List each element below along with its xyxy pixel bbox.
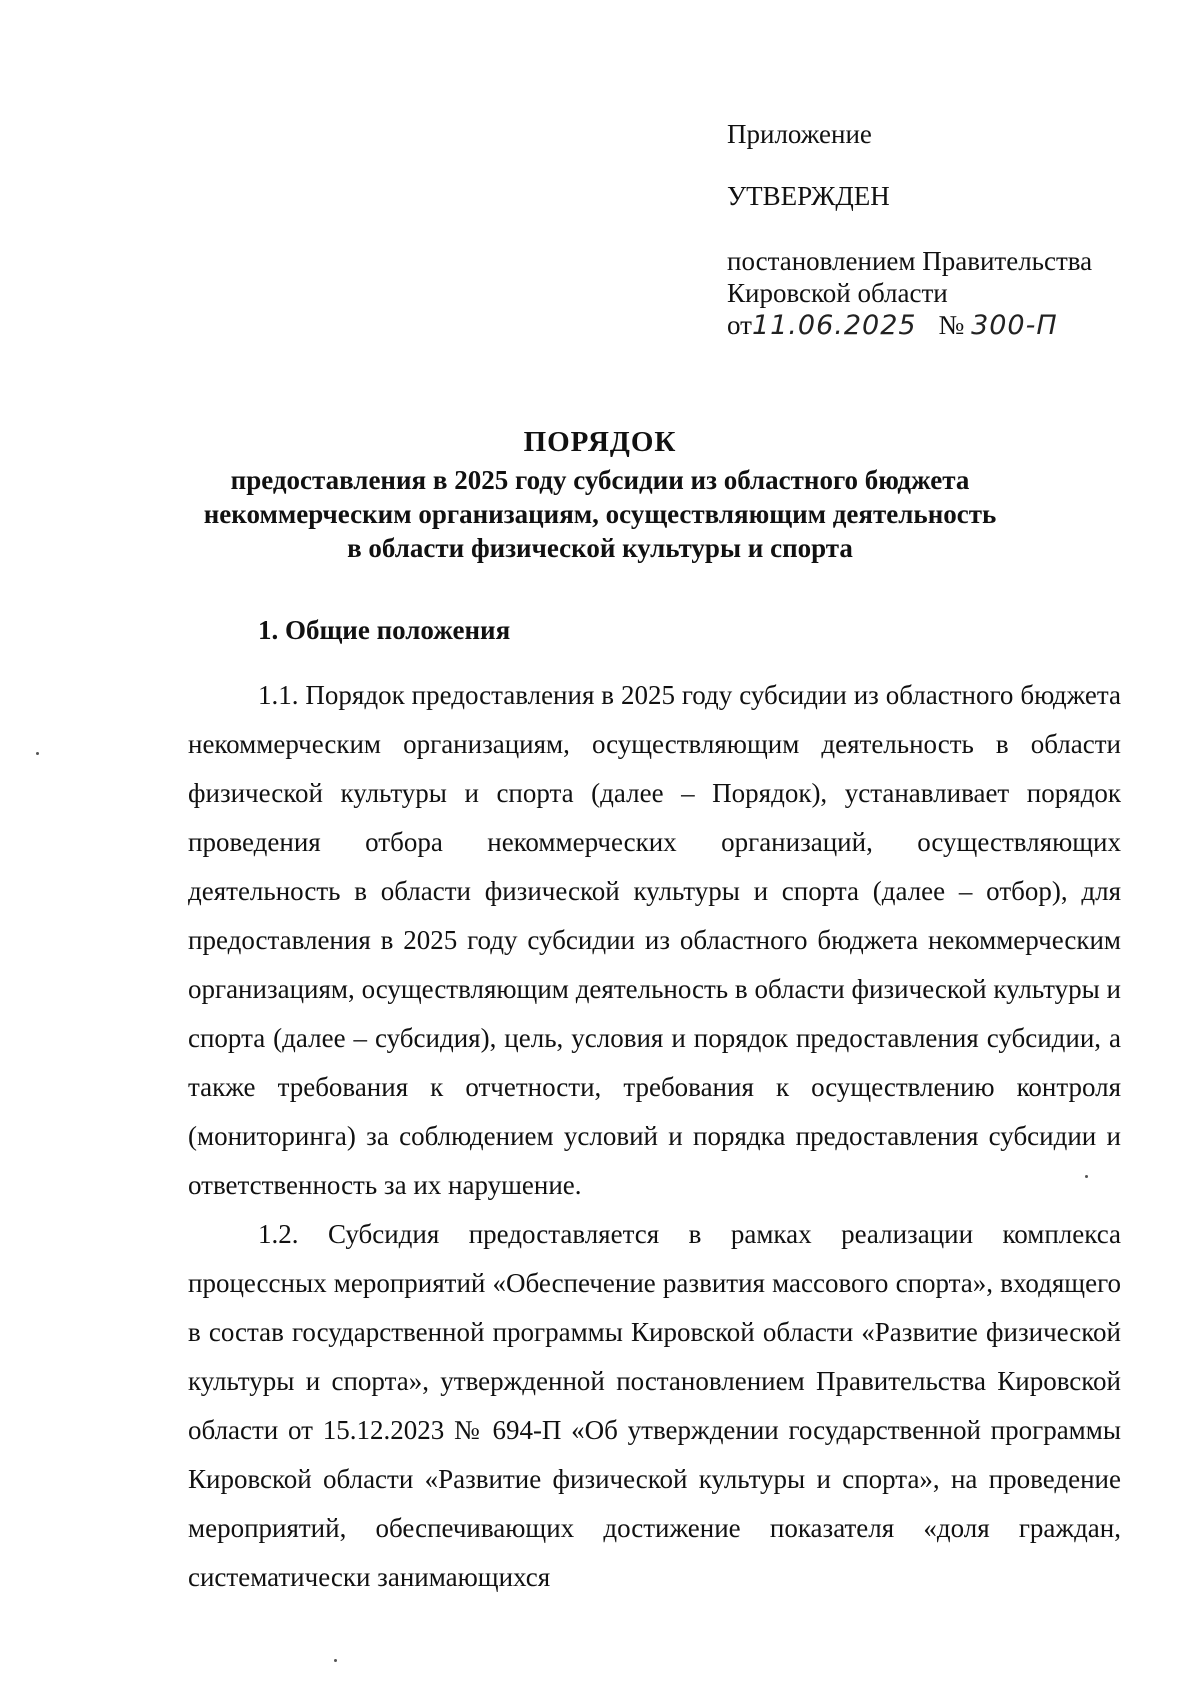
title-line-2: некоммерческим организациям, осуществляющим деятельность [203, 499, 997, 529]
approved-by-line-1: постановлением Правительства [727, 246, 1093, 276]
handwritten-date: 11.06.2025 [751, 310, 917, 341]
title-line-3: в области физической культуры и спорта [347, 533, 853, 563]
paragraph-1-1: 1.1. Порядок предоставления в 2025 году субсидии из областного бюджета некоммерческим организациям, осуществляющим деятельность в области физической культуры и спорта (далее – Порядок), устанавливает порядок проведения отбора некоммерческих организаций, осуществляющих деятельность в области физической культуры и спорта (далее – отбор), для предоставления в 2025 году субсидии из областного бюджета некоммерческим организациям, осуществляющим деятельность в области физической культуры и спорта (далее – субсидия), цель, условия и порядок предоставления субсидии, а также требования к отчетности, требования к осуществлению контроля (мониторинга) за соблюдением условий и порядка предоставления субсидии и ответственность за их нарушение. [188, 680, 1121, 1200]
handwritten-number: 300-П [971, 310, 1058, 341]
date-prefix: от [727, 310, 752, 340]
approved-by-line-2: Кировской области [727, 278, 948, 308]
section-heading: 1. Общие положения [258, 615, 511, 645]
scan-speck [36, 752, 39, 755]
approved-label: УТВЕРЖДЕН [727, 181, 890, 211]
scan-speck [1085, 1175, 1088, 1178]
scan-speck [334, 1659, 337, 1662]
section-body [188, 671, 1121, 1602]
title-main: ПОРЯДОК [523, 426, 677, 458]
title-line-1: предоставления в 2025 году субсидии из областного бюджета [230, 465, 970, 495]
document-title [160, 425, 1040, 565]
resolution-date-number [727, 309, 1147, 342]
approval-block [727, 118, 1147, 342]
paragraph-1-2: 1.2. Субсидия предоставляется в рамках реализации комплекса процессных мероприятий «Обеспечение развития массового спорта», входящего в состав государственной программы Кировской области «Развитие физической культуры и спорта», утвержденной постановлением Правительства Кировской области от 15.12.2023 № 694-П «Об утверждении государственной программы Кировской области «Развитие физической культуры и спорта», на проведение мероприятий, обеспечивающих достижение показателя «доля граждан, систематически занимающихся [188, 1219, 1121, 1592]
appendix-label: Приложение [727, 119, 872, 149]
number-sign: № [938, 310, 965, 340]
